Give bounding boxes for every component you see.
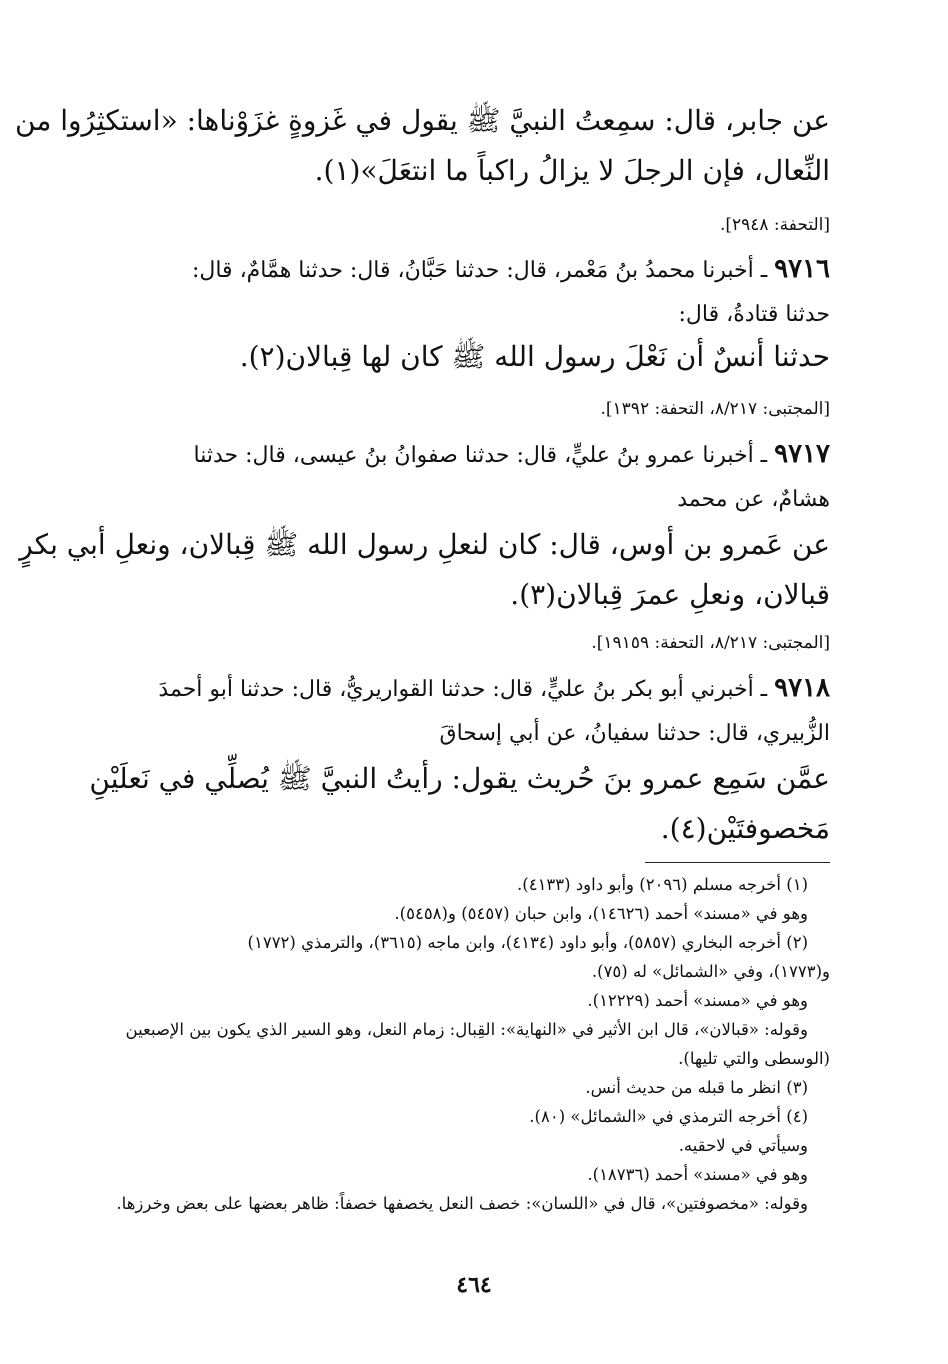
footnote-line: و(١٧٧٣)، وفي «الشمائل» له (٧٥). — [591, 962, 830, 981]
isnad-line: هشامٌ، عن محمد — [677, 487, 830, 512]
hadith-9717 — [125, 432, 830, 522]
footnote-separator — [645, 862, 830, 863]
hadith-9716 — [125, 247, 830, 337]
reference-line: [المجتبى: ٨/٢١٧، التحفة: ١٩١٥٩]. — [591, 633, 830, 653]
matn-line: مَخصوفتَيْن(٤). — [660, 812, 830, 845]
hadith-9717-matn — [19, 520, 830, 620]
hadith-9718-matn — [89, 754, 830, 854]
isnad-line: ٩٧١٦ ـ أخبرنا محمدُ بنُ مَعْمر، قال: حدثنا حَبَّانُ، قال: حدثنا همَّامٌ، قال: — [191, 254, 830, 284]
footnotes — [116, 870, 830, 1218]
footnote-line: (٣) انظر ما قبله من حديث أنس. — [585, 1078, 808, 1097]
hadith-9718 — [125, 666, 830, 756]
footnote-line: (٢) أخرجه البخاري (٥٨٥٧)، وأبو داود (٤١٣٤)، وابن ماجه (٣٦١٥)، والترمذي (١٧٧٢) — [247, 933, 808, 952]
footnote-line: وهو في «مسند» أحمد (١٨٧٣٦). — [587, 1165, 808, 1184]
isnad-line: الزُّبيري، قال: حدثنا سفيانُ، عن أبي إسحاقَ — [439, 721, 830, 746]
footnote-line: وهو في «مسند» أحمد (١٢٢٢٩). — [587, 991, 808, 1010]
footnote-line: وسيأتي في لاحقيه. — [678, 1136, 808, 1155]
footnote-line: وقوله: «قبالان»، قال ابن الأثير في «النهاية»: القِبال: زمام النعل، وهو السير الذي يكون بين الإصبعين — [125, 1020, 808, 1039]
footnote-line: وقوله: «مخصوفتين»، قال في «اللسان»: خصف النعل يخصفها خصفاً: ظاهر بعضها على بعض وخرزها. — [116, 1194, 808, 1213]
matn-line: حدثنا أنسٌ أن نَعْلَ رسول الله ﷺ كان لها قِبالان(٢). — [239, 340, 830, 373]
reference-line: [المجتبى: ٨/٢١٧، التحفة: ١٣٩٢]. — [600, 399, 830, 419]
matn-line: عمَّن سَمِع عمرو بنَ حُريث يقول: رأيتُ النبيَّ ﷺ يُصلِّي في نَعلَيْنِ — [89, 762, 830, 795]
isnad-line: حدثنا قتادةُ، قال: — [678, 302, 830, 327]
footnote-line: (٤) أخرجه الترمذي في «الشمائل» (٨٠). — [529, 1107, 808, 1126]
reference-line: [التحفة: ٢٩٤٨]. — [719, 215, 830, 235]
footnote-line: (١) أخرجه مسلم (٢٠٩٦) وأبو داود (٤١٣٣). — [517, 875, 808, 894]
hadith-continuation — [15, 96, 830, 196]
hadith-number: ٩٧١٧ — [774, 439, 830, 469]
isnad-line: ٩٧١٨ ـ أخبرني أبو بكر بنُ عليٍّ، قال: حدثنا القواريريُّ، قال: حدثنا أبو أحمدَ — [158, 673, 830, 703]
hadith-number: ٩٧١٦ — [774, 254, 830, 284]
matn-line: عن عَمرو بن أوس، قال: كان لنعلِ رسول الله ﷺ قِبالان، ونعلِ أبي بكرٍ — [19, 528, 830, 561]
footnote-line: وهو في «مسند» أحمد (١٤٦٢٦)، وابن حبان (٥٤٥٧) و(٥٤٥٨). — [394, 904, 808, 923]
matn-line: عن جابر، قال: سمِعتُ النبيَّ ﷺ يقول في غَزوةٍ غزَوْناها: «استكثِرُوا من — [15, 104, 830, 137]
matn-line: النِّعال، فإن الرجلَ لا يزالُ راكباً ما انتعَلَ»(١). — [314, 154, 830, 187]
matn-line: قبالان، ونعلِ عمرَ قِبالان(٣). — [510, 578, 830, 611]
footnote-line: (الوسطى والتي تليها). — [678, 1049, 830, 1068]
hadith-number: ٩٧١٨ — [774, 673, 830, 703]
isnad-line: ٩٧١٧ ـ أخبرنا عمرو بنُ عليٍّ، قال: حدثنا صفوانُ بنُ عيسى، قال: حدثنا — [193, 439, 830, 469]
page-number: ٤٦٤ — [456, 1272, 492, 1298]
